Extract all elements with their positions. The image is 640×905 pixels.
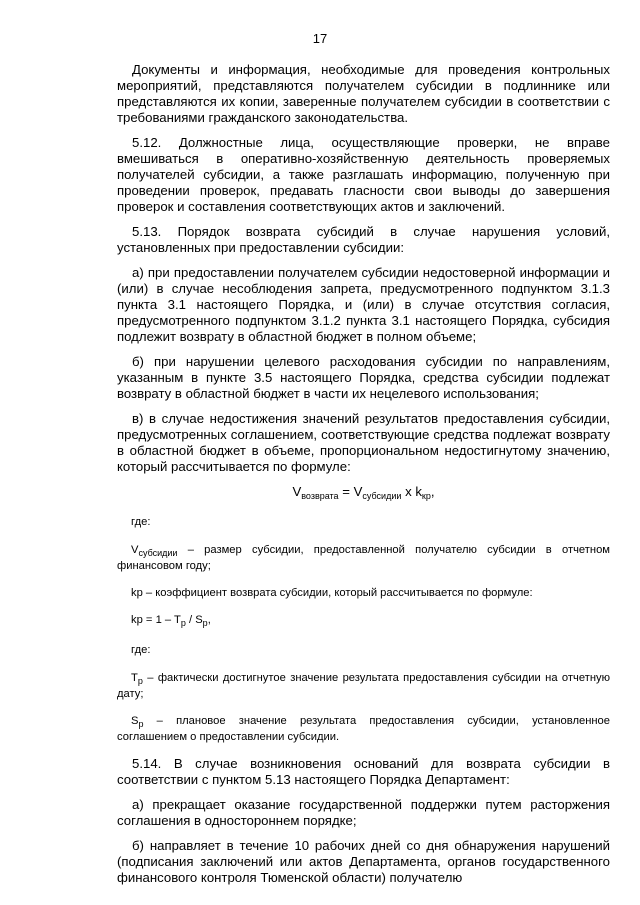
where-label: где: — [131, 516, 151, 528]
definition-kp: kp – коэффициент возврата субсидии, который рассчитывается по формуле: — [131, 587, 533, 599]
definition-tp: $T_p$ – фактически достигнутое значение результата предоставления субсидии на отчетную дату; — [117, 672, 610, 700]
definition-sp: $S_p$ – плановое значение результата предоставления субсидии, установленное соглашением о предоставлении субсидии. — [117, 715, 610, 743]
page-number: 17 — [312, 31, 328, 46]
paragraph-5-13-b: б) при нарушении целевого расходования субсидии по направлениям, указанным в пункте 3.5 настоящего Порядка, средства субсидии подлежат возврату в областной бюджет в части их нецелевого использования; — [117, 354, 610, 401]
paragraph-5-14: 5.14. В случае возникновения оснований для возврата субсидии в соответствии с пунктом 5.13 настоящего Порядка Департамент: — [117, 756, 610, 787]
formula-kp: kp = $1 - T_p / S_p$, — [131, 614, 211, 628]
paragraph-5-13-a: а) при предоставлении получателем субсидии недостоверной информации и (или) в случае несоблюдения запрета, предусмотренного подпунктом 3.1.3 пункта 3.1 настоящего Порядка, и (или) в случае отсутствия согласия, предусмотренного подпунктом 3.1.2 пункта 3.1 настоящего Порядка, субсидия подлежит возврату в областной бюджет в полном объеме; — [117, 265, 610, 344]
paragraph-documents: Документы и информация, необходимые для проведения контрольных мероприятий, представляются получателем субсидии в подлиннике или представляются их копии, заверенные получателем субсидии в соответствии с требованиями гражданского законодательства. — [117, 62, 610, 125]
document-body — [117, 62, 610, 895]
paragraph-5-14-a: а) прекращает оказание государственной поддержки путем расторжения соглашения в одностороннем порядке; — [117, 797, 610, 828]
where-label-2: где: — [131, 644, 151, 656]
paragraph-5-13-v: в) в случае недостижения значений результатов предоставления субсидии, предусмотренных соглашением, соответствующие средства подлежат возврату в областной бюджет в объеме, пропорциональном недостигнутому значению, который рассчитывается по формуле: — [117, 411, 610, 474]
paragraph-5-12: 5.12. Должностные лица, осуществляющие проверки, не вправе вмешиваться в оперативно-хозяйственную деятельность проверяемых получателей субсидии, а также разглашать информацию, полученную при проведении проверок, предавать гласности свои выводы до завершения проверок и составления соответствующих актов и заключений. — [117, 135, 610, 214]
paragraph-5-13: 5.13. Порядок возврата субсидий в случае нарушения условий, установленных при предоставлении субсидии: — [117, 224, 610, 255]
definition-v-subsidy: $V_{субсидии}$ – размер субсидии, предоставленной получателю субсидии в отчетном финансовом году; — [117, 544, 610, 572]
paragraph-5-14-b: б) направляет в течение 10 рабочих дней со дня обнаружения нарушений (подписания заключений или актов Департамента, органов государственного финансового контроля Тюменской области) получателю — [117, 838, 610, 885]
formula-return: $V_{возврата} = V_{субсидии}$ x $k_{кр}$, — [292, 484, 435, 501]
